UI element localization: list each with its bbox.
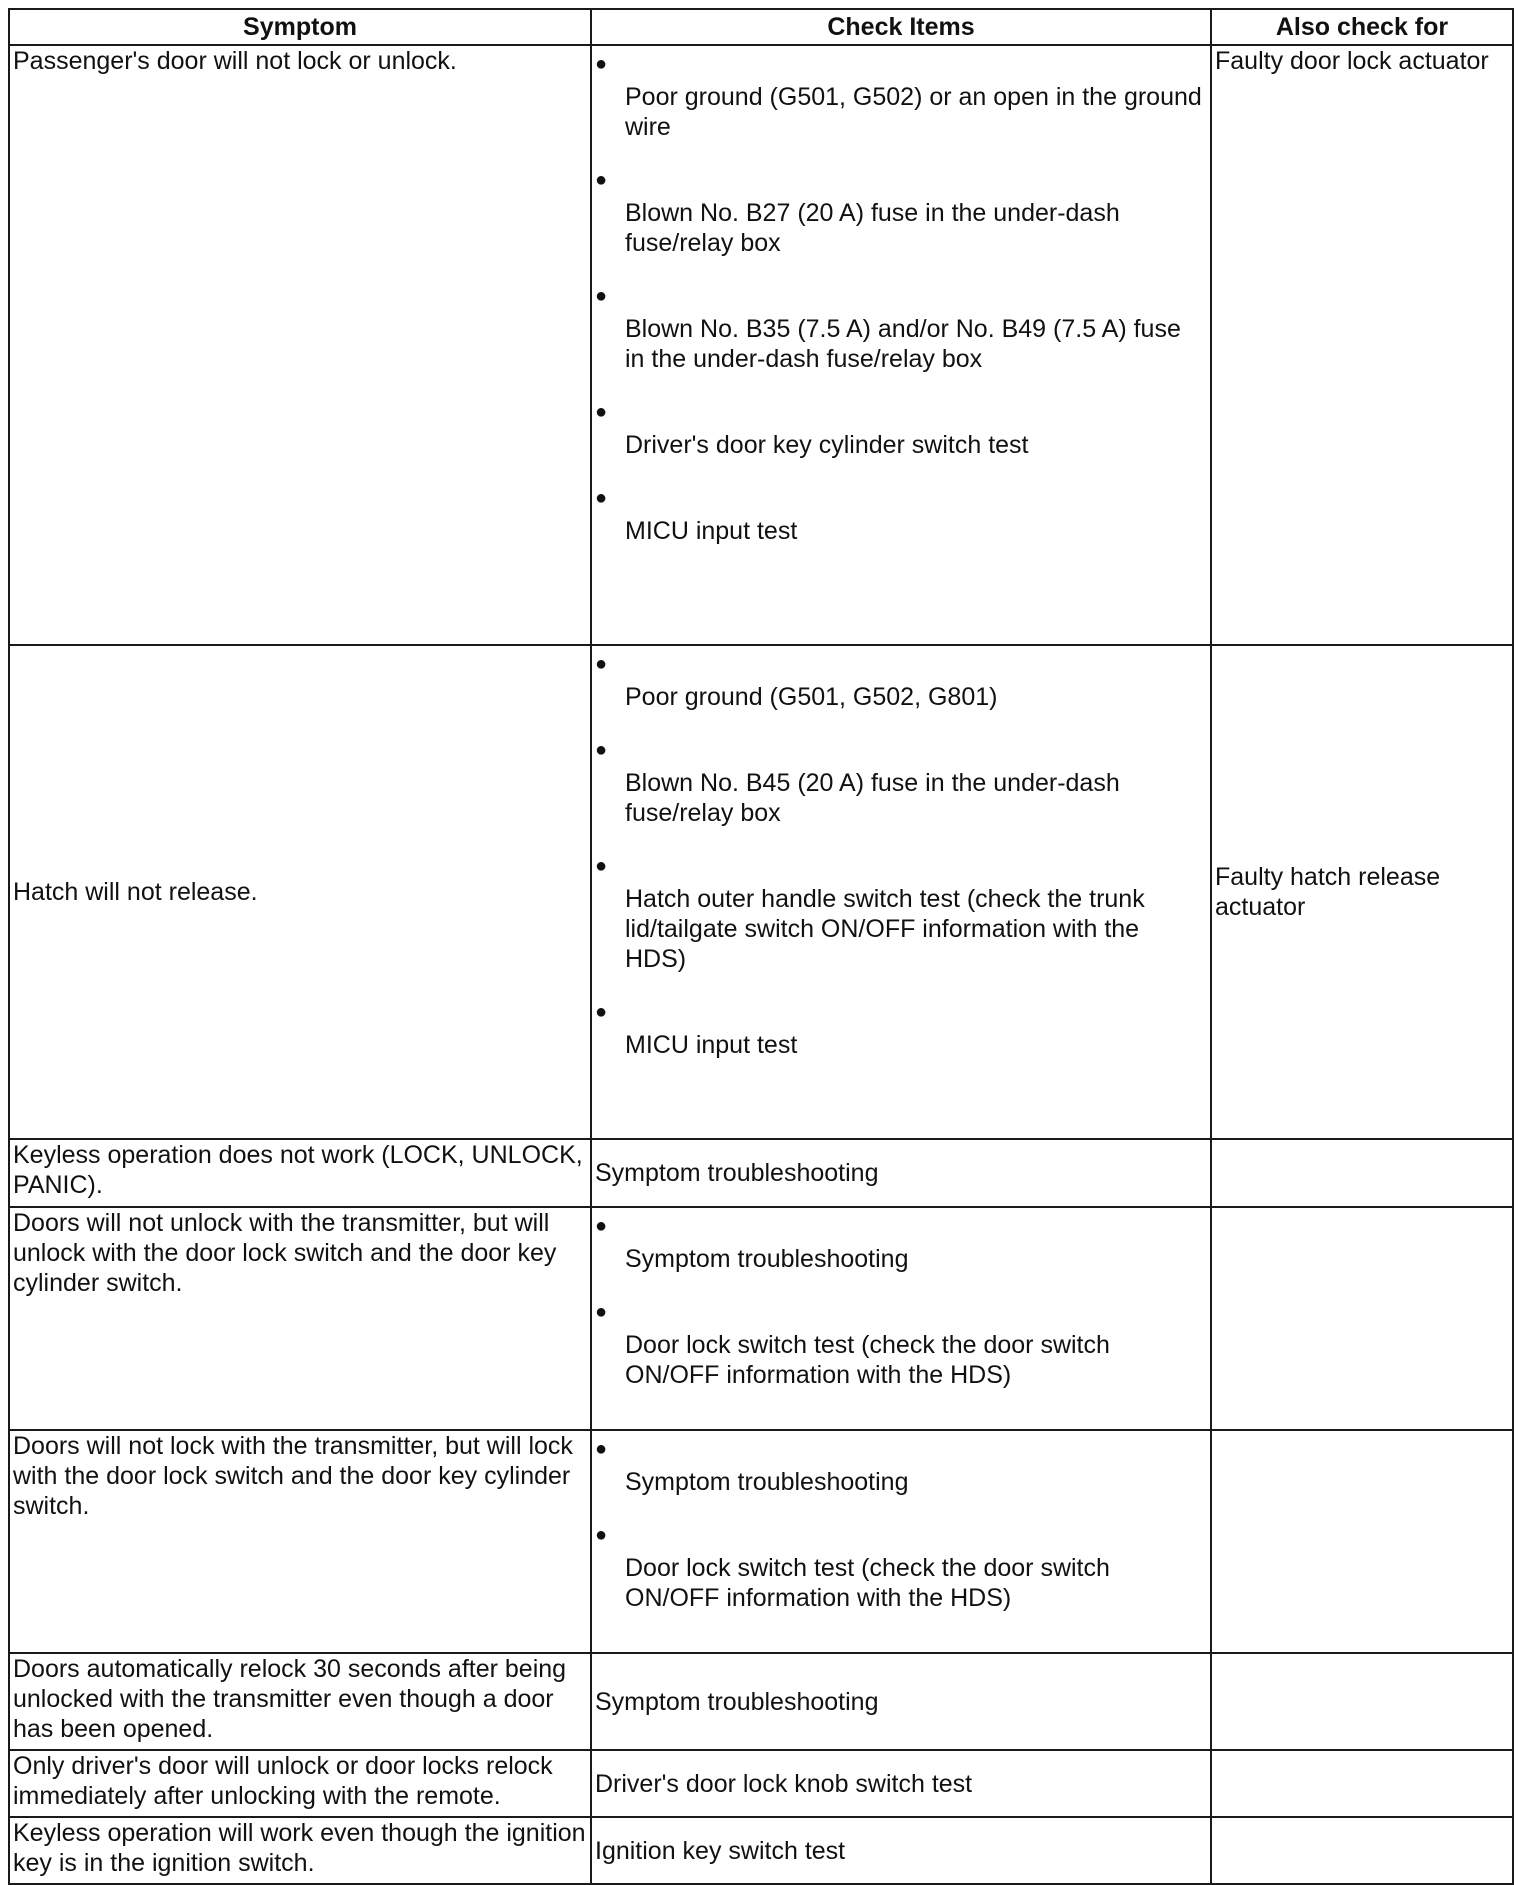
list-item — [595, 1208, 1207, 1294]
check-items-cell — [591, 1653, 1211, 1750]
bullet-icon: ● — [595, 653, 608, 675]
also-check-cell — [1211, 1817, 1513, 1884]
also-check-cell: Faulty hatch release actuator — [1211, 645, 1513, 1139]
list-item — [595, 732, 1207, 848]
header-row — [9, 9, 1513, 45]
check-item-text: Symptom troubleshooting — [595, 1687, 879, 1716]
symptom-cell: Doors will not unlock with the transmitter, but will unlock with the door lock switch and the door key cylinder switch. — [9, 1207, 591, 1430]
also-check-cell — [1211, 1430, 1513, 1653]
list-item — [595, 1431, 1207, 1517]
table-row — [9, 1207, 1513, 1430]
check-items-list — [595, 646, 1207, 1060]
also-check-cell — [1211, 1653, 1513, 1750]
bullet-icon: ● — [595, 53, 608, 75]
check-item-text: Poor ground (G501, G502, G801) — [625, 683, 998, 711]
check-items-cell — [591, 1750, 1211, 1817]
bullet-icon: ● — [595, 487, 608, 509]
symptom-cell: Doors will not lock with the transmitter, but will lock with the door lock switch and the door key cylinder switch. — [9, 1430, 591, 1653]
list-item — [595, 646, 1207, 732]
header-check-items: Check Items — [591, 9, 1211, 45]
bullet-icon: ● — [595, 1001, 608, 1023]
check-item-text: Blown No. B45 (20 A) fuse in the under-dash fuse/relay box — [625, 769, 1120, 827]
symptom-cell: Doors automatically relock 30 seconds after being unlocked with the transmitter even though a door has been opened. — [9, 1653, 591, 1750]
check-items-cell — [591, 1139, 1211, 1207]
check-item-text: Hatch outer handle switch test (check the trunk lid/tailgate switch ON/OFF information with the HDS) — [625, 885, 1145, 973]
check-items-cell — [591, 645, 1211, 1139]
check-item-text: Door lock switch test (check the door switch ON/OFF information with the HDS) — [625, 1554, 1110, 1612]
check-item-text: Symptom troubleshooting — [625, 1245, 909, 1273]
check-item-text: Blown No. B35 (7.5 A) and/or No. B49 (7.5 A) fuse in the under-dash fuse/relay box — [625, 315, 1181, 373]
check-item-text: Symptom troubleshooting — [595, 1159, 879, 1187]
list-item — [595, 278, 1207, 394]
symptom-cell: Hatch will not release. — [9, 645, 591, 1139]
bullet-icon: ● — [595, 285, 608, 307]
bullet-icon: ● — [595, 169, 608, 191]
bullet-icon: ● — [595, 1301, 608, 1323]
check-item-text: MICU input test — [625, 517, 798, 545]
symptom-cell: Keyless operation will work even though the ignition key is in the ignition switch. — [9, 1817, 591, 1884]
check-item-text: MICU input test — [625, 1031, 798, 1059]
also-check-cell — [1211, 1207, 1513, 1430]
bullet-icon: ● — [595, 855, 608, 877]
bullet-icon: ● — [595, 1438, 608, 1460]
bullet-icon: ● — [595, 1524, 608, 1546]
list-item — [595, 994, 1207, 1060]
check-item-text: Poor ground (G501, G502) or an open in the ground wire — [625, 83, 1202, 141]
check-items-list — [595, 1208, 1207, 1390]
also-check-cell — [1211, 1139, 1513, 1207]
list-item — [595, 848, 1207, 994]
symptom-cell: Keyless operation does not work (LOCK, UNLOCK, PANIC). — [9, 1139, 591, 1207]
list-item — [595, 46, 1207, 162]
check-item-text: Symptom troubleshooting — [625, 1468, 909, 1496]
bullet-icon: ● — [595, 1215, 608, 1237]
check-item-text: Driver's door lock knob switch test — [595, 1769, 973, 1798]
check-items-list — [595, 1431, 1207, 1613]
check-item-text: Blown No. B27 (20 A) fuse in the under-dash fuse/relay box — [625, 199, 1120, 257]
symptom-cell: Only driver's door will unlock or door locks relock immediately after unlocking with the remote. — [9, 1750, 591, 1817]
check-item-text: Door lock switch test (check the door switch ON/OFF information with the HDS) — [625, 1331, 1110, 1389]
symptom-cell: Passenger's door will not lock or unlock. — [9, 45, 591, 645]
table-row — [9, 45, 1513, 645]
troubleshooting-table — [8, 8, 1514, 1885]
check-items-list — [595, 46, 1207, 546]
check-items-cell — [591, 1817, 1211, 1884]
check-items-cell — [591, 1207, 1211, 1430]
bullet-icon: ● — [595, 401, 608, 423]
list-item — [595, 480, 1207, 546]
check-item-text: Driver's door key cylinder switch test — [625, 431, 1029, 459]
table-row — [9, 1430, 1513, 1653]
table-body — [9, 45, 1513, 1884]
also-check-cell: Faulty door lock actuator — [1211, 45, 1513, 645]
check-items-cell — [591, 1430, 1211, 1653]
table-row — [9, 1750, 1513, 1817]
check-item-text: Ignition key switch test — [595, 1836, 846, 1865]
header-symptom: Symptom — [9, 9, 591, 45]
also-check-cell — [1211, 1750, 1513, 1817]
list-item — [595, 1517, 1207, 1613]
table-row — [9, 645, 1513, 1139]
list-item — [595, 162, 1207, 278]
header-also-check-for: Also check for — [1211, 9, 1513, 45]
table-row — [9, 1139, 1513, 1207]
table-row — [9, 1653, 1513, 1750]
list-item — [595, 394, 1207, 480]
list-item — [595, 1294, 1207, 1390]
bullet-icon: ● — [595, 739, 608, 761]
table-header — [9, 9, 1513, 45]
table-row — [9, 1817, 1513, 1884]
check-items-cell — [591, 45, 1211, 645]
